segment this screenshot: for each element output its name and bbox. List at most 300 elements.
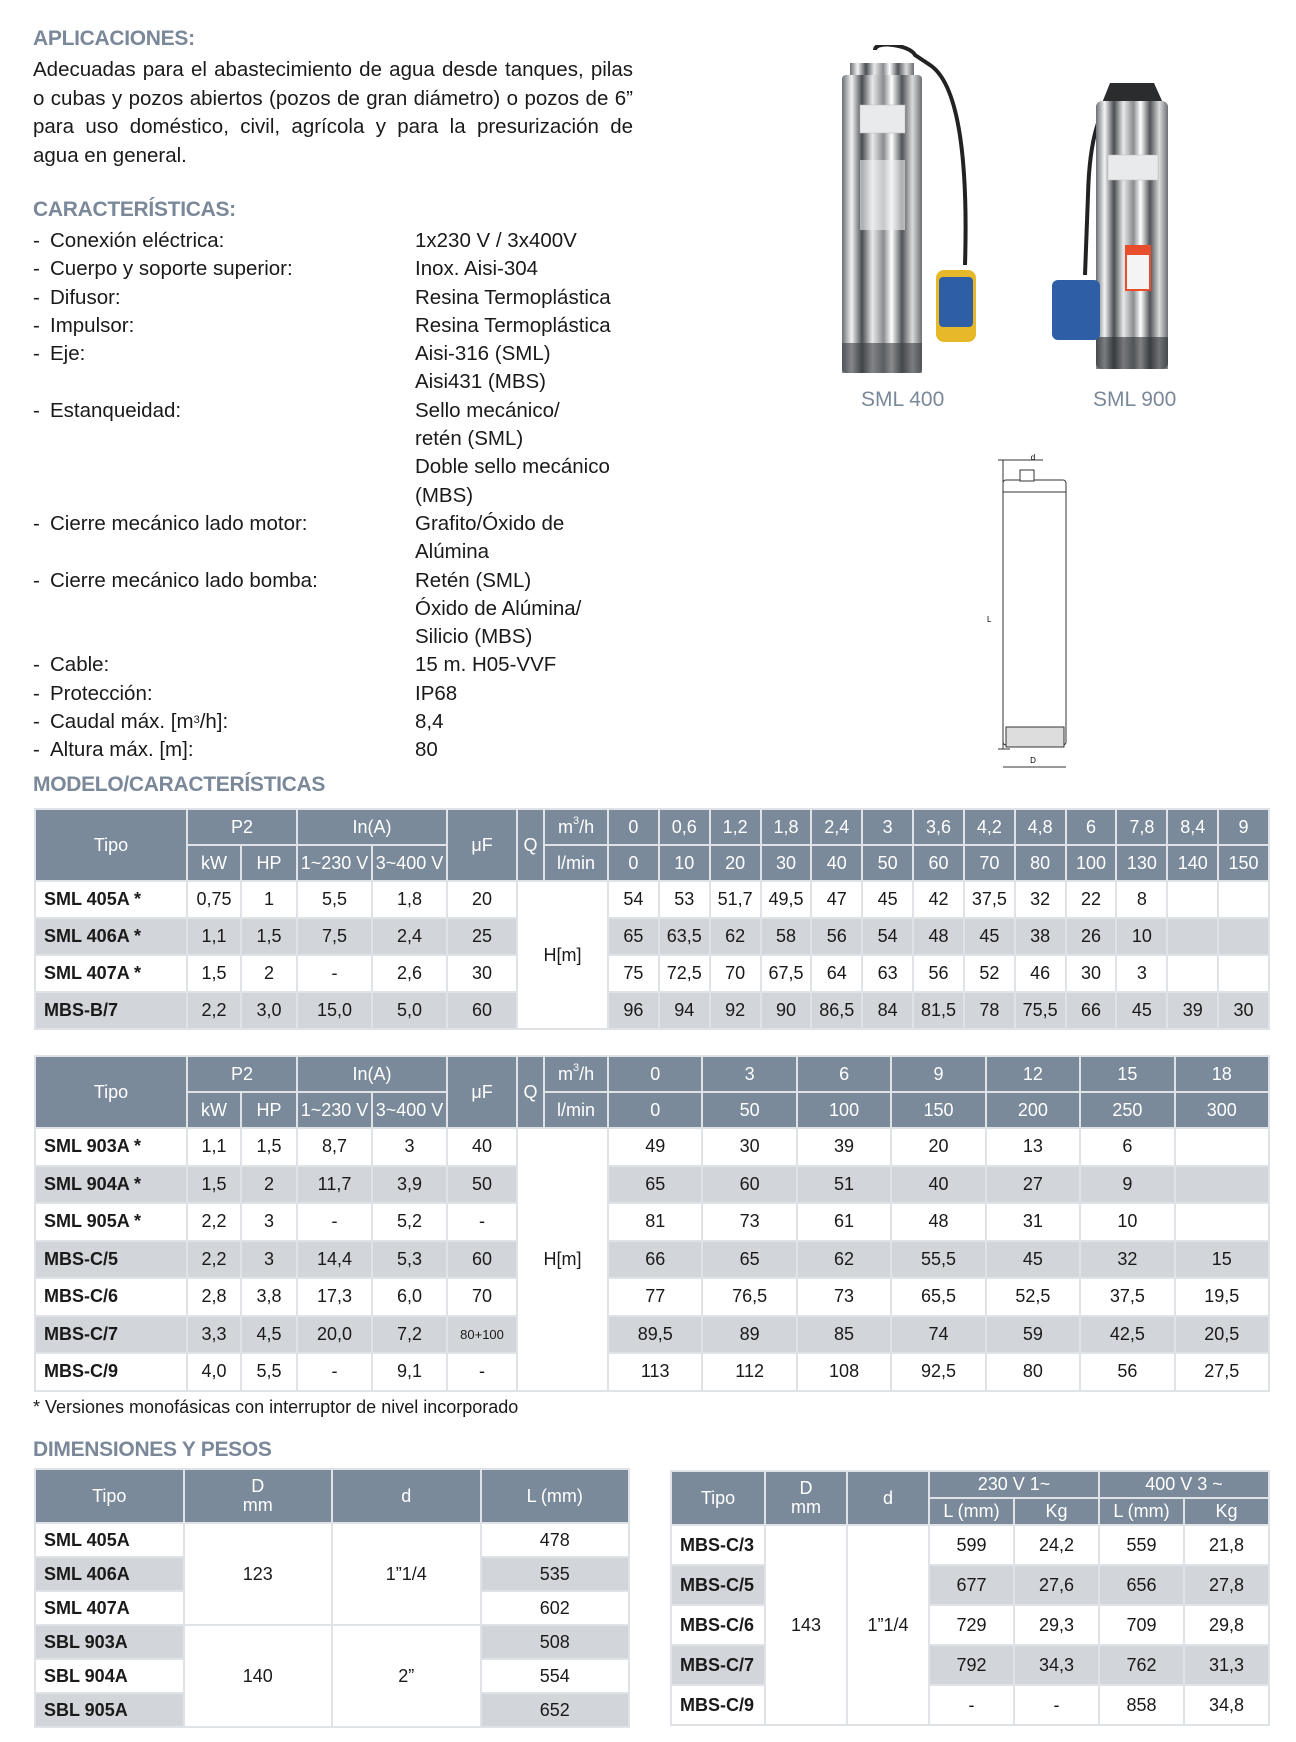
head-value: 46: [1015, 955, 1066, 992]
length-L: 478: [481, 1523, 630, 1557]
head-value: 63,5: [659, 918, 710, 955]
head-value: 3: [1116, 955, 1167, 992]
current-230v: 11,7: [297, 1166, 372, 1204]
q-m3h-value: 3: [702, 1056, 796, 1092]
weight-230v: 24,2: [1014, 1525, 1099, 1565]
head-value: 62: [797, 1241, 891, 1279]
q-m3h-value: 0: [608, 1056, 702, 1092]
power-hp: 5,5: [241, 1353, 297, 1391]
spec-value: IP68: [415, 681, 458, 705]
spec-row: [33, 567, 653, 595]
performance-table-sml900: [34, 1055, 1270, 1392]
model-name: MBS-C/5: [35, 1241, 187, 1279]
head-label: H[m]: [517, 881, 608, 1029]
q-lmin-value: 60: [913, 845, 964, 881]
spec-value: Inox. Aisi-304: [415, 257, 539, 281]
outlet-d: 1”1/4: [847, 1525, 929, 1725]
spec-value: Alúmina: [415, 540, 490, 564]
spec-label-empty: [33, 595, 415, 623]
head-value: 30: [1066, 955, 1117, 992]
length-230v: 677: [929, 1565, 1014, 1605]
spec-row: [33, 623, 653, 651]
bullet-dash: -: [33, 257, 40, 281]
head-value: 94: [659, 992, 710, 1029]
head-value: 89: [702, 1316, 796, 1354]
spec-row: [33, 368, 653, 396]
head-value: 74: [891, 1316, 985, 1354]
spec-label: - Cuerpo y soporte superior:: [33, 255, 415, 283]
current-230v: 14,4: [297, 1241, 372, 1279]
head-value: [1218, 955, 1269, 992]
q-lmin-value: 100: [1066, 845, 1117, 881]
power-kw: 1,1: [187, 1128, 241, 1166]
current-230v: 5,5: [297, 881, 372, 918]
power-hp: 1: [241, 881, 297, 918]
bullet-dash: -: [33, 710, 40, 734]
power-hp: 1,5: [241, 918, 297, 955]
q-lmin-value: 140: [1167, 845, 1218, 881]
head-value: 65: [608, 1166, 702, 1204]
head-value: 72,5: [659, 955, 710, 992]
capacitor-uf: 25: [447, 918, 517, 955]
power-hp: 4,5: [241, 1316, 297, 1354]
head-value: 49: [608, 1128, 702, 1166]
spec-label: - Cierre mecánico lado motor:: [33, 510, 415, 538]
head-value: [1167, 955, 1218, 992]
spec-value: 15 m. H05-VVF: [415, 653, 557, 677]
head-value: 31: [986, 1203, 1080, 1241]
power-hp: 2: [241, 1166, 297, 1204]
length-230v: 792: [929, 1645, 1014, 1685]
head-value: 59: [986, 1316, 1080, 1354]
col-m3h: $m^3/h$: [544, 1056, 608, 1092]
head-value: 38: [1015, 918, 1066, 955]
q-m3h-value: 9: [1218, 809, 1269, 845]
spec-value: 80: [415, 738, 438, 762]
q-lmin-value: 0: [608, 845, 659, 881]
model-name: SML 905A *: [35, 1203, 187, 1241]
head-value: 77: [608, 1278, 702, 1316]
spec-label: - Cierre mecánico lado bomba:: [33, 567, 415, 595]
length-400v: 709: [1099, 1605, 1184, 1645]
current-400v: 5,0: [372, 992, 447, 1029]
q-lmin-value: 100: [797, 1092, 891, 1128]
length-L: 535: [481, 1557, 630, 1591]
weight-400v: 34,8: [1184, 1685, 1269, 1725]
col-uf: μF: [447, 1056, 517, 1128]
head-value: 73: [797, 1278, 891, 1316]
col-lmin: l/min: [544, 845, 608, 881]
head-value: [1218, 918, 1269, 955]
col-230v: 1~230 V: [297, 845, 372, 881]
col-p2: P2: [187, 1056, 297, 1092]
spec-row: [33, 425, 653, 453]
capacitor-uf: 30: [447, 955, 517, 992]
table-row: [671, 1605, 1269, 1645]
q-lmin-value: 150: [891, 1092, 985, 1128]
model-name: SML 405A *: [35, 881, 187, 918]
table-row: [671, 1525, 1269, 1565]
header-row-2: [35, 1092, 1269, 1128]
table-row: [35, 918, 1269, 955]
col-q: Q: [517, 1056, 544, 1128]
dimensions-table-mbs: [670, 1470, 1270, 1726]
model-name: SML 903A *: [35, 1128, 187, 1166]
spec-value: Aisi431 (MBS): [415, 370, 547, 394]
model-name: MBS-B/7: [35, 992, 187, 1029]
spec-value: 1x230 V / 3x400V: [415, 229, 577, 252]
current-230v: -: [297, 1353, 372, 1391]
spec-row: [33, 538, 653, 566]
model-name: SML 407A *: [35, 955, 187, 992]
col-tipo: Tipo: [35, 1469, 184, 1523]
spec-value: Sello mecánico/: [415, 398, 560, 422]
model-heading: MODELO/CARACTERÍSTICAS: [33, 773, 326, 796]
head-value: 45: [1116, 992, 1167, 1029]
spec-row: [33, 510, 653, 538]
table-row: [35, 881, 1269, 918]
q-m3h-value: 3,6: [913, 809, 964, 845]
table-row: [671, 1645, 1269, 1685]
head-value: 89,5: [608, 1316, 702, 1354]
col-in: In(A): [297, 809, 447, 845]
current-230v: 8,7: [297, 1128, 372, 1166]
head-value: 108: [797, 1353, 891, 1391]
dimension-diagram: [975, 452, 1070, 777]
bullet-dash: -: [33, 285, 40, 309]
spec-label-empty: [33, 482, 415, 510]
sml-400-pump-photo: [840, 45, 980, 380]
head-value: 113: [608, 1353, 702, 1391]
spec-value: Óxido de Alúmina/: [415, 596, 582, 620]
spec-value: Doble sello mecánico: [415, 455, 610, 479]
power-hp: 2: [241, 955, 297, 992]
applications-text: Adecuadas para el abastecimiento de agua desde tanques, pilas o cubas y pozos abiertos (pozos de gran diámetro) o pozos de 6” para uso doméstico, civil, agrícola y para la presurización de agua en general.: [33, 58, 633, 167]
head-value: [1167, 881, 1218, 918]
head-value: 40: [891, 1166, 985, 1204]
head-value: 42: [913, 881, 964, 918]
length-L: 652: [481, 1693, 630, 1727]
spec-value: Resina Termoplástica: [415, 285, 611, 309]
length-400v: 656: [1099, 1565, 1184, 1605]
col-lmin: l/min: [544, 1092, 608, 1128]
power-kw: 2,2: [187, 1203, 241, 1241]
q-m3h-value: 9: [891, 1056, 985, 1092]
head-value: 51,7: [710, 881, 761, 918]
head-value: 15: [1175, 1241, 1269, 1279]
model-name: MBS-C/6: [671, 1605, 765, 1645]
current-400v: 2,4: [372, 918, 447, 955]
capacitor-uf: -: [447, 1203, 517, 1241]
col-D-unit: mm: [242, 1495, 273, 1515]
length-400v: 559: [1099, 1525, 1184, 1565]
head-value: 75,5: [1015, 992, 1066, 1029]
col-tipo: Tipo: [671, 1471, 765, 1525]
length-400v: 858: [1099, 1685, 1184, 1725]
col-d: d: [332, 1469, 481, 1523]
table-row: [35, 1241, 1269, 1279]
power-hp: 3: [241, 1203, 297, 1241]
head-value: 27,5: [1175, 1353, 1269, 1391]
head-value: 96: [608, 992, 659, 1029]
bullet-dash: -: [33, 738, 40, 762]
spec-value: Retén (SML): [415, 568, 532, 592]
spec-row: [33, 453, 653, 481]
current-230v: 20,0: [297, 1316, 372, 1354]
spec-row: [33, 736, 653, 764]
bullet-dash: -: [33, 342, 40, 366]
spec-label: - Conexión eléctrica:: [33, 227, 415, 255]
bullet-dash: -: [33, 681, 40, 705]
col-kw: kW: [187, 845, 241, 881]
head-value: 55,5: [891, 1241, 985, 1279]
current-400v: 3: [372, 1128, 447, 1166]
q-lmin-value: 50: [702, 1092, 796, 1128]
col-D-label: D: [799, 1478, 813, 1499]
q-m3h-value: 6: [797, 1056, 891, 1092]
head-value: 66: [1066, 992, 1117, 1029]
head-value: 8: [1116, 881, 1167, 918]
col-D: [184, 1469, 333, 1523]
q-m3h-value: 2,4: [811, 809, 862, 845]
capacitor-uf: 70: [447, 1278, 517, 1316]
head-value: 56: [1080, 1353, 1174, 1391]
sml-900-pump-photo: [1050, 75, 1180, 380]
q-lmin-value: 50: [862, 845, 913, 881]
col-hp: HP: [241, 845, 297, 881]
diameter-D: 140: [184, 1625, 333, 1727]
weight-400v: 27,8: [1184, 1565, 1269, 1605]
q-lmin-value: 150: [1218, 845, 1269, 881]
capacitor-uf: 60: [447, 992, 517, 1029]
spec-row: [33, 482, 653, 510]
q-lmin-value: 30: [761, 845, 812, 881]
table-row: [35, 955, 1269, 992]
current-230v: 17,3: [297, 1278, 372, 1316]
head-value: 48: [891, 1203, 985, 1241]
header-row: [35, 1469, 629, 1523]
q-m3h-value: 7,8: [1116, 809, 1167, 845]
model-name: MBS-C/9: [35, 1353, 187, 1391]
q-m3h-value: 1,2: [710, 809, 761, 845]
capacitor-uf: -: [447, 1353, 517, 1391]
q-lmin-value: 0: [608, 1092, 702, 1128]
head-value: 64: [811, 955, 862, 992]
head-value: [1175, 1166, 1269, 1204]
model-name: MBS-C/7: [35, 1316, 187, 1354]
power-kw: 1,5: [187, 1166, 241, 1204]
spec-label: - Cable:: [33, 651, 415, 679]
power-kw: 2,2: [187, 1241, 241, 1279]
head-value: 51: [797, 1166, 891, 1204]
spec-label-empty: [33, 368, 415, 396]
head-label: H[m]: [517, 1128, 608, 1391]
table-row: [671, 1565, 1269, 1605]
head-value: 39: [1167, 992, 1218, 1029]
head-value: 45: [862, 881, 913, 918]
col-400v: 3~400 V: [372, 845, 447, 881]
spec-value: Aisi-316 (SML): [415, 342, 551, 366]
spec-row: [33, 255, 653, 283]
power-kw: 4,0: [187, 1353, 241, 1391]
col-m3h: $m^3/h$: [544, 809, 608, 845]
current-230v: -: [297, 955, 372, 992]
q-lmin-value: 80: [1015, 845, 1066, 881]
spec-value: Grafito/Óxido de: [415, 511, 565, 535]
head-value: 86,5: [811, 992, 862, 1029]
head-value: 92: [710, 992, 761, 1029]
power-hp: 1,5: [241, 1128, 297, 1166]
head-value: 53: [659, 881, 710, 918]
col-hp: HP: [241, 1092, 297, 1128]
spec-label: - Eje:: [33, 340, 415, 368]
head-value: 22: [1066, 881, 1117, 918]
table-row: [35, 1278, 1269, 1316]
power-hp: 3,0: [241, 992, 297, 1029]
head-value: 65,5: [891, 1278, 985, 1316]
model-name: MBS-C/9: [671, 1685, 765, 1725]
head-value: 62: [710, 918, 761, 955]
head-value: 39: [797, 1128, 891, 1166]
length-L: 554: [481, 1659, 630, 1693]
head-value: [1167, 918, 1218, 955]
weight-230v: 29,3: [1014, 1605, 1099, 1645]
length-230v: 599: [929, 1525, 1014, 1565]
spec-label: - Caudal máx. $[m^3/h]$:: [33, 708, 415, 736]
col-tipo: Tipo: [35, 1056, 187, 1128]
model-name: MBS-C/5: [671, 1565, 765, 1605]
q-lmin-value: 20: [710, 845, 761, 881]
head-value: 45: [964, 918, 1015, 955]
model-name: SML 405A: [35, 1523, 184, 1557]
head-value: 52: [964, 955, 1015, 992]
model-name: MBS-C/3: [671, 1525, 765, 1565]
weight-400v: 31,3: [1184, 1645, 1269, 1685]
header-row-1: [35, 1056, 1269, 1092]
col-d: d: [847, 1471, 929, 1525]
header-row-2: [35, 845, 1269, 881]
head-value: 66: [608, 1241, 702, 1279]
weight-400v: 21,8: [1184, 1525, 1269, 1565]
characteristics-list: [33, 227, 653, 765]
spec-label: - Difusor:: [33, 284, 415, 312]
table-row: [35, 1316, 1269, 1354]
q-m3h-value: 4,2: [964, 809, 1015, 845]
head-value: 52,5: [986, 1278, 1080, 1316]
head-value: 84: [862, 992, 913, 1029]
spec-label-empty: [33, 425, 415, 453]
spec-row: [33, 340, 653, 368]
current-400v: 3,9: [372, 1166, 447, 1204]
head-value: [1175, 1128, 1269, 1166]
power-kw: 3,3: [187, 1316, 241, 1354]
q-m3h-value: 0,6: [659, 809, 710, 845]
q-lmin-value: 10: [659, 845, 710, 881]
head-value: 45: [986, 1241, 1080, 1279]
header-row-1: [671, 1471, 1269, 1498]
head-value: 30: [702, 1128, 796, 1166]
header-row-1: [35, 809, 1269, 845]
power-hp: 3,8: [241, 1278, 297, 1316]
col-L-400v: L (mm): [1099, 1498, 1184, 1525]
sml-900-caption: SML 900: [1093, 388, 1177, 411]
spec-label-empty: [33, 538, 415, 566]
col-L-230v: L (mm): [929, 1498, 1014, 1525]
bullet-dash: -: [33, 398, 40, 422]
head-value: 30: [1218, 992, 1269, 1029]
power-kw: 1,1: [187, 918, 241, 955]
head-value: [1218, 881, 1269, 918]
model-name: SML 407A: [35, 1591, 184, 1625]
head-value: 81,5: [913, 992, 964, 1029]
spec-row: [33, 651, 653, 679]
diameter-D: 123: [184, 1523, 333, 1625]
col-uf: μF: [447, 809, 517, 881]
table-row: [671, 1685, 1269, 1725]
col-kg-400v: Kg: [1184, 1498, 1269, 1525]
head-value: 26: [1066, 918, 1117, 955]
spec-row: [33, 397, 653, 425]
head-value: 9: [1080, 1166, 1174, 1204]
spec-label: - Estanqueidad:: [33, 397, 415, 425]
model-name: SBL 903A: [35, 1625, 184, 1659]
current-230v: 7,5: [297, 918, 372, 955]
bullet-dash: -: [33, 511, 40, 535]
q-m3h-value: 1,8: [761, 809, 812, 845]
head-value: 10: [1116, 918, 1167, 955]
spec-label: - Impulsor:: [33, 312, 415, 340]
spec-row: [33, 312, 653, 340]
current-230v: 15,0: [297, 992, 372, 1029]
q-m3h-value: 0: [608, 809, 659, 845]
head-value: 65: [702, 1241, 796, 1279]
table-row: [35, 992, 1269, 1029]
q-lmin-value: 40: [811, 845, 862, 881]
col-kw: kW: [187, 1092, 241, 1128]
head-value: 80: [986, 1353, 1080, 1391]
head-value: 67,5: [761, 955, 812, 992]
weight-230v: -: [1014, 1685, 1099, 1725]
table-row: [35, 1166, 1269, 1204]
q-m3h-value: 12: [986, 1056, 1080, 1092]
spec-label-empty: [33, 623, 415, 651]
head-value: 37,5: [964, 881, 1015, 918]
spec-label: - Protección:: [33, 680, 415, 708]
group-230v: 230 V 1~: [929, 1471, 1099, 1498]
head-value: 65: [608, 918, 659, 955]
performance-table-sml400: [34, 808, 1270, 1030]
q-lmin-value: 130: [1116, 845, 1167, 881]
q-m3h-value: 8,4: [1167, 809, 1218, 845]
q-m3h-value: 6: [1066, 809, 1117, 845]
model-name: SBL 904A: [35, 1659, 184, 1693]
weight-400v: 29,8: [1184, 1605, 1269, 1645]
spec-row: [33, 595, 653, 623]
power-kw: 2,2: [187, 992, 241, 1029]
spec-value: Silicio (MBS): [415, 625, 533, 649]
capacitor-uf: 80+100: [447, 1316, 517, 1354]
head-value: 19,5: [1175, 1278, 1269, 1316]
head-value: 54: [608, 881, 659, 918]
current-230v: -: [297, 1203, 372, 1241]
q-lmin-value: 250: [1080, 1092, 1174, 1128]
head-value: 61: [797, 1203, 891, 1241]
spec-row: [33, 680, 653, 708]
spec-value: retén (SML): [415, 427, 524, 451]
length-230v: 729: [929, 1605, 1014, 1645]
capacitor-uf: 60: [447, 1241, 517, 1279]
col-230v: 1~230 V: [297, 1092, 372, 1128]
